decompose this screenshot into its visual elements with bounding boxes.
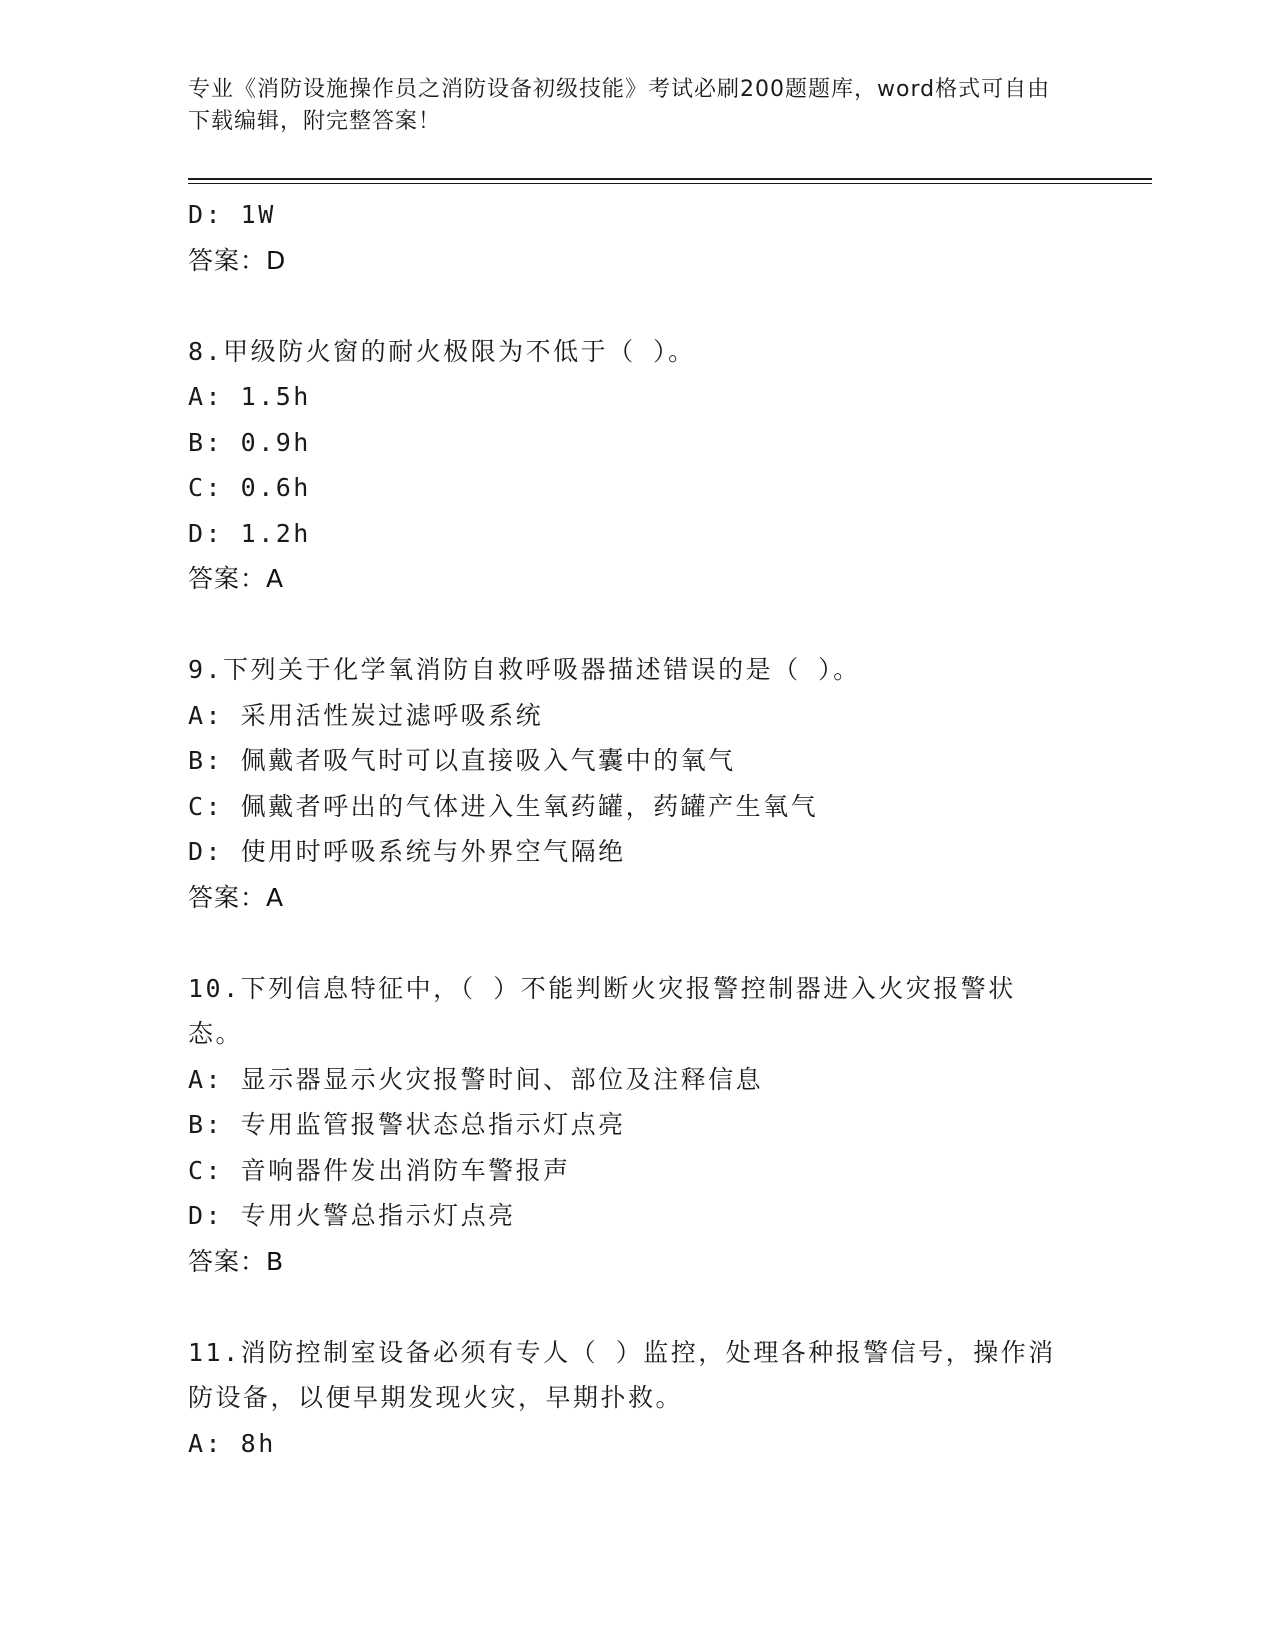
document-header: 专业《消防设施操作员之消防设备初级技能》考试必刷200题题库，word格式可自由下载编辑，附完整答案！ [188, 77, 1051, 134]
answer-line: 答案：A [188, 882, 285, 912]
option-d: D: 1W [188, 200, 276, 229]
question-list [188, 192, 1088, 1466]
question-stem: 10.下列信息特征中，（ ）不能判断火灾报警控制器进入火灾报警状态。 [188, 973, 1016, 1048]
answer-line: 答案：A [188, 564, 285, 593]
option-a: A: 采用活性炭过滤呼吸系统 [188, 700, 544, 730]
header-divider [188, 178, 1152, 184]
spacer [188, 1284, 1088, 1330]
answer-line: 答案：B [188, 1246, 285, 1276]
question-stem: 9.下列关于化学氧消防自救呼吸器描述错误的是（ ）。 [188, 655, 861, 684]
question-stem: 11.消防控制室设备必须有专人（ ）监控，处理各种报警信号，操作消防设备，以便早期发现火灾，早期扑救。 [188, 1337, 1056, 1412]
option-a: A: 8h [188, 1428, 276, 1458]
spacer [188, 283, 1088, 329]
spacer [188, 920, 1088, 966]
option-d: D: 使用时呼吸系统与外界空气隔绝 [188, 837, 626, 866]
option-d: D: 1.2h [188, 518, 311, 548]
option-b: B: 专用监管报警状态总指示灯点亮 [188, 1110, 626, 1139]
spacer [188, 602, 1088, 648]
option-b: B: 0.9h [188, 427, 311, 457]
option-c: C: 0.6h [188, 473, 311, 502]
option-c: C: 佩戴者呼出的气体进入生氧药罐，药罐产生氧气 [188, 791, 819, 821]
answer-line: 答案：D [188, 245, 287, 275]
option-d: D: 专用火警总指示灯点亮 [188, 1201, 516, 1230]
option-b: B: 佩戴者吸气时可以直接吸入气囊中的氧气 [188, 746, 736, 775]
option-a: A: 1.5h [188, 382, 311, 411]
option-c: C: 音响器件发出消防车警报声 [188, 1155, 571, 1185]
question-stem: 8.甲级防火窗的耐火极限为不低于（ ）。 [188, 336, 696, 366]
option-a: A: 显示器显示火灾报警时间、部位及注释信息 [188, 1064, 764, 1094]
